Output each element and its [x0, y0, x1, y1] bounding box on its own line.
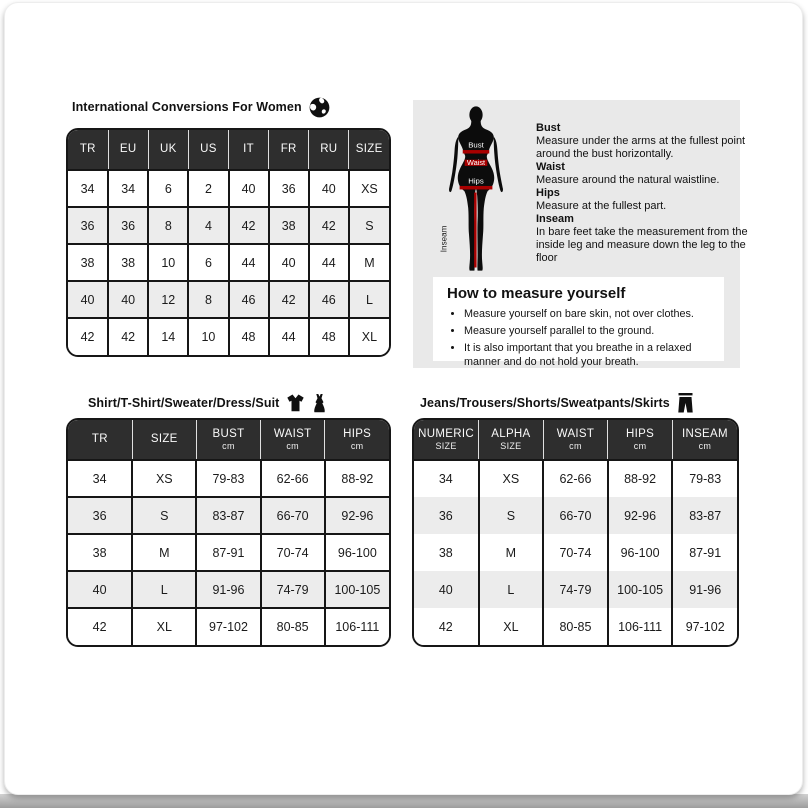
table-cell: 79-83 — [672, 460, 737, 497]
table-cell: 92-96 — [608, 497, 673, 534]
table-cell: 97-102 — [672, 608, 737, 645]
table-cell: L — [479, 571, 544, 608]
table-cell: 96-100 — [608, 534, 673, 571]
header-unit: cm — [350, 441, 364, 451]
table-row — [68, 534, 389, 571]
header-label: INSEAM — [681, 428, 728, 440]
table-cell: 91-96 — [672, 571, 737, 608]
table-cell: 87-91 — [196, 534, 260, 571]
table-cell: 6 — [148, 170, 188, 207]
table-row — [414, 608, 737, 645]
header-label: TR — [79, 143, 96, 155]
header-label: UK — [160, 143, 177, 155]
conversion-table — [68, 130, 389, 355]
table-cell: L — [349, 281, 389, 318]
table-cell: 38 — [269, 207, 309, 244]
table-cell: 36 — [414, 497, 479, 534]
table-cell: M — [132, 534, 196, 571]
hips-line — [460, 186, 493, 189]
header-label: SIZE — [355, 143, 383, 155]
table-cell: 46 — [229, 281, 269, 318]
measure-term: Waist — [536, 161, 565, 173]
section-title-bottoms — [420, 391, 694, 415]
table-cell: 42 — [229, 207, 269, 244]
table-cell: 2 — [188, 170, 228, 207]
table-cell: 8 — [188, 281, 228, 318]
how-to-measure-box — [433, 277, 724, 369]
header-label: IT — [243, 143, 254, 155]
table-cell: 36 — [108, 207, 148, 244]
header-cell — [148, 130, 188, 170]
header-cell — [269, 130, 309, 170]
table-cell: 42 — [108, 318, 148, 355]
table-cell: XS — [479, 460, 544, 497]
header-unit: cm — [698, 441, 712, 451]
table-cell: 100-105 — [325, 571, 389, 608]
header-label: SIZE — [150, 433, 178, 445]
header-cell — [414, 420, 479, 460]
table-cell: 44 — [229, 244, 269, 281]
table-cell: 42 — [68, 608, 132, 645]
header-cell — [479, 420, 544, 460]
table-cell: 8 — [148, 207, 188, 244]
dress-icon — [312, 394, 327, 413]
table-cell: 100-105 — [608, 571, 673, 608]
header-unit: cm — [569, 441, 582, 451]
table-cell: 79-83 — [196, 460, 260, 497]
figure-waist-label: Waist — [466, 158, 486, 168]
section-title-text: International Conversions For Women — [72, 100, 302, 114]
table-cell: 34 — [108, 170, 148, 207]
table-cell: L — [132, 571, 196, 608]
table-cell: 91-96 — [196, 571, 260, 608]
header-row — [414, 420, 737, 460]
header-cell — [672, 420, 737, 460]
table-cell: 34 — [414, 460, 479, 497]
how-to-bullet: • Measure yourself parallel to the ground. — [464, 324, 714, 338]
table-cell: XL — [132, 608, 196, 645]
table-cell: 42 — [309, 207, 349, 244]
table-cell: M — [479, 534, 544, 571]
figure-bust-label: Bust — [468, 140, 484, 150]
how-to-measure-title: How to measure yourself — [447, 285, 626, 302]
table-cell: 74-79 — [261, 571, 325, 608]
table-cell: 87-91 — [672, 534, 737, 571]
table-cell: 74-79 — [543, 571, 608, 608]
table-row — [414, 534, 737, 571]
table-cell: 40 — [68, 281, 108, 318]
table-cell: 34 — [68, 170, 108, 207]
header-label: FR — [280, 143, 297, 155]
measure-term: Inseam — [536, 213, 574, 225]
table-cell: 70-74 — [261, 534, 325, 571]
header-label: EU — [119, 143, 137, 155]
table-cell: 70-74 — [543, 534, 608, 571]
table-row — [414, 497, 737, 534]
table-cell: 66-70 — [543, 497, 608, 534]
header-cell — [188, 130, 228, 170]
table-cell: 10 — [148, 244, 188, 281]
table-cell: 62-66 — [261, 460, 325, 497]
table-cell: 40 — [229, 170, 269, 207]
inseam-line — [474, 193, 476, 268]
table-cell: 92-96 — [325, 497, 389, 534]
section-title-text: Jeans/Trousers/Shorts/Sweatpants/Skirts — [420, 396, 670, 410]
table-cell: XL — [479, 608, 544, 645]
header-cell — [349, 130, 389, 170]
page-background-strip — [0, 794, 808, 808]
table-cell: 40 — [108, 281, 148, 318]
table-cell: 42 — [414, 608, 479, 645]
table-cell: 48 — [229, 318, 269, 355]
table-cell: 40 — [414, 571, 479, 608]
header-cell — [608, 420, 673, 460]
header-row — [68, 130, 389, 170]
header-label: TR — [91, 433, 108, 445]
table-cell: 83-87 — [672, 497, 737, 534]
bust-line — [463, 150, 490, 153]
table-row — [68, 244, 389, 281]
table-cell: 46 — [309, 281, 349, 318]
tops-table — [68, 420, 389, 645]
header-label: WAIST — [556, 428, 595, 440]
table-cell: S — [349, 207, 389, 244]
table-cell: 42 — [68, 318, 108, 355]
header-unit: SIZE — [435, 441, 457, 451]
header-unit: cm — [222, 441, 235, 451]
header-label: WAIST — [273, 428, 312, 440]
header-cell — [68, 130, 108, 170]
header-row — [68, 420, 389, 460]
table-cell: 36 — [68, 497, 132, 534]
table-cell: 88-92 — [608, 460, 673, 497]
table-row — [414, 571, 737, 608]
measure-description: In bare feet take the measurement from the inside leg and measure down the leg to the floor — [536, 226, 748, 264]
header-cell — [325, 420, 389, 460]
table-cell: M — [349, 244, 389, 281]
header-cell — [309, 130, 349, 170]
table-row — [414, 460, 737, 497]
header-label: US — [200, 143, 217, 155]
globe-icon — [309, 97, 330, 118]
table-cell: 44 — [309, 244, 349, 281]
table-cell: S — [132, 497, 196, 534]
table-cell: S — [479, 497, 544, 534]
header-unit: SIZE — [500, 441, 522, 451]
header-cell — [108, 130, 148, 170]
tops-size-table — [66, 418, 391, 647]
header-label: NUMERIC — [418, 428, 474, 440]
table-cell: 36 — [68, 207, 108, 244]
section-title-international-conversions — [72, 95, 330, 119]
table-cell: 62-66 — [543, 460, 608, 497]
header-cell — [261, 420, 325, 460]
header-cell — [229, 130, 269, 170]
header-cell — [543, 420, 608, 460]
how-to-bullet: • Measure yourself on bare skin, not over clothes. — [464, 307, 714, 321]
pants-icon — [677, 393, 694, 413]
table-cell: 14 — [148, 318, 188, 355]
section-title-text: Shirt/T-Shirt/Sweater/Dress/Suit — [88, 396, 280, 410]
measure-term: Hips — [536, 187, 560, 199]
header-cell — [68, 420, 132, 460]
tshirt-icon — [286, 394, 305, 412]
table-cell: 42 — [269, 281, 309, 318]
table-cell: XS — [132, 460, 196, 497]
table-cell: 97-102 — [196, 608, 260, 645]
header-unit: cm — [286, 441, 299, 451]
table-cell: XS — [349, 170, 389, 207]
table-cell: 40 — [309, 170, 349, 207]
table-cell: 38 — [68, 534, 132, 571]
table-cell: 38 — [414, 534, 479, 571]
table-cell: 80-85 — [261, 608, 325, 645]
table-row — [68, 497, 389, 534]
table-cell: 83-87 — [196, 497, 260, 534]
table-cell: 48 — [309, 318, 349, 355]
table-row — [68, 318, 389, 355]
table-row — [68, 170, 389, 207]
header-label: HIPS — [343, 428, 372, 440]
section-title-tops — [88, 391, 327, 415]
table-cell: 38 — [68, 244, 108, 281]
table-cell: 4 — [188, 207, 228, 244]
table-cell: 12 — [148, 281, 188, 318]
table-cell: 10 — [188, 318, 228, 355]
figure-inseam-label: Inseam — [439, 225, 449, 253]
bottoms-size-table — [412, 418, 739, 647]
table-cell: 96-100 — [325, 534, 389, 571]
bottoms-table — [414, 420, 737, 645]
table-row — [68, 571, 389, 608]
measure-description: Measure around the natural waistline. — [536, 174, 720, 186]
table-cell: 80-85 — [543, 608, 608, 645]
table-cell: 6 — [188, 244, 228, 281]
header-unit: cm — [633, 441, 647, 451]
measure-term: Bust — [536, 122, 561, 134]
measurement-definitions — [536, 122, 748, 265]
header-label: ALPHA — [491, 428, 531, 440]
table-cell: 40 — [68, 571, 132, 608]
figure-hips-label: Hips — [468, 176, 484, 186]
header-cell — [196, 420, 260, 460]
table-cell: XL — [349, 318, 389, 355]
table-row — [68, 281, 389, 318]
international-conversion-table — [66, 128, 391, 357]
measure-description: Measure at the fullest part. — [536, 200, 667, 212]
header-label: HIPS — [626, 428, 655, 440]
header-label: RU — [320, 143, 338, 155]
table-cell: 106-111 — [325, 608, 389, 645]
table-cell: 66-70 — [261, 497, 325, 534]
table-cell: 44 — [269, 318, 309, 355]
how-to-measure-list — [449, 307, 714, 369]
table-cell: 106-111 — [608, 608, 673, 645]
table-row — [68, 460, 389, 497]
table-cell: 36 — [269, 170, 309, 207]
table-cell: 38 — [108, 244, 148, 281]
table-row — [68, 207, 389, 244]
measure-description: Measure under the arms at the fullest point around the bust horizontally. — [536, 135, 746, 160]
how-to-bullet: • It is also important that you breathe in a relaxed manner and do not hold your breath. — [464, 341, 714, 369]
header-label: BUST — [212, 428, 245, 440]
table-cell: 40 — [269, 244, 309, 281]
body-silhouette-illustration — [437, 106, 515, 276]
table-cell: 88-92 — [325, 460, 389, 497]
table-row — [68, 608, 389, 645]
table-cell: 34 — [68, 460, 132, 497]
header-cell — [132, 420, 196, 460]
